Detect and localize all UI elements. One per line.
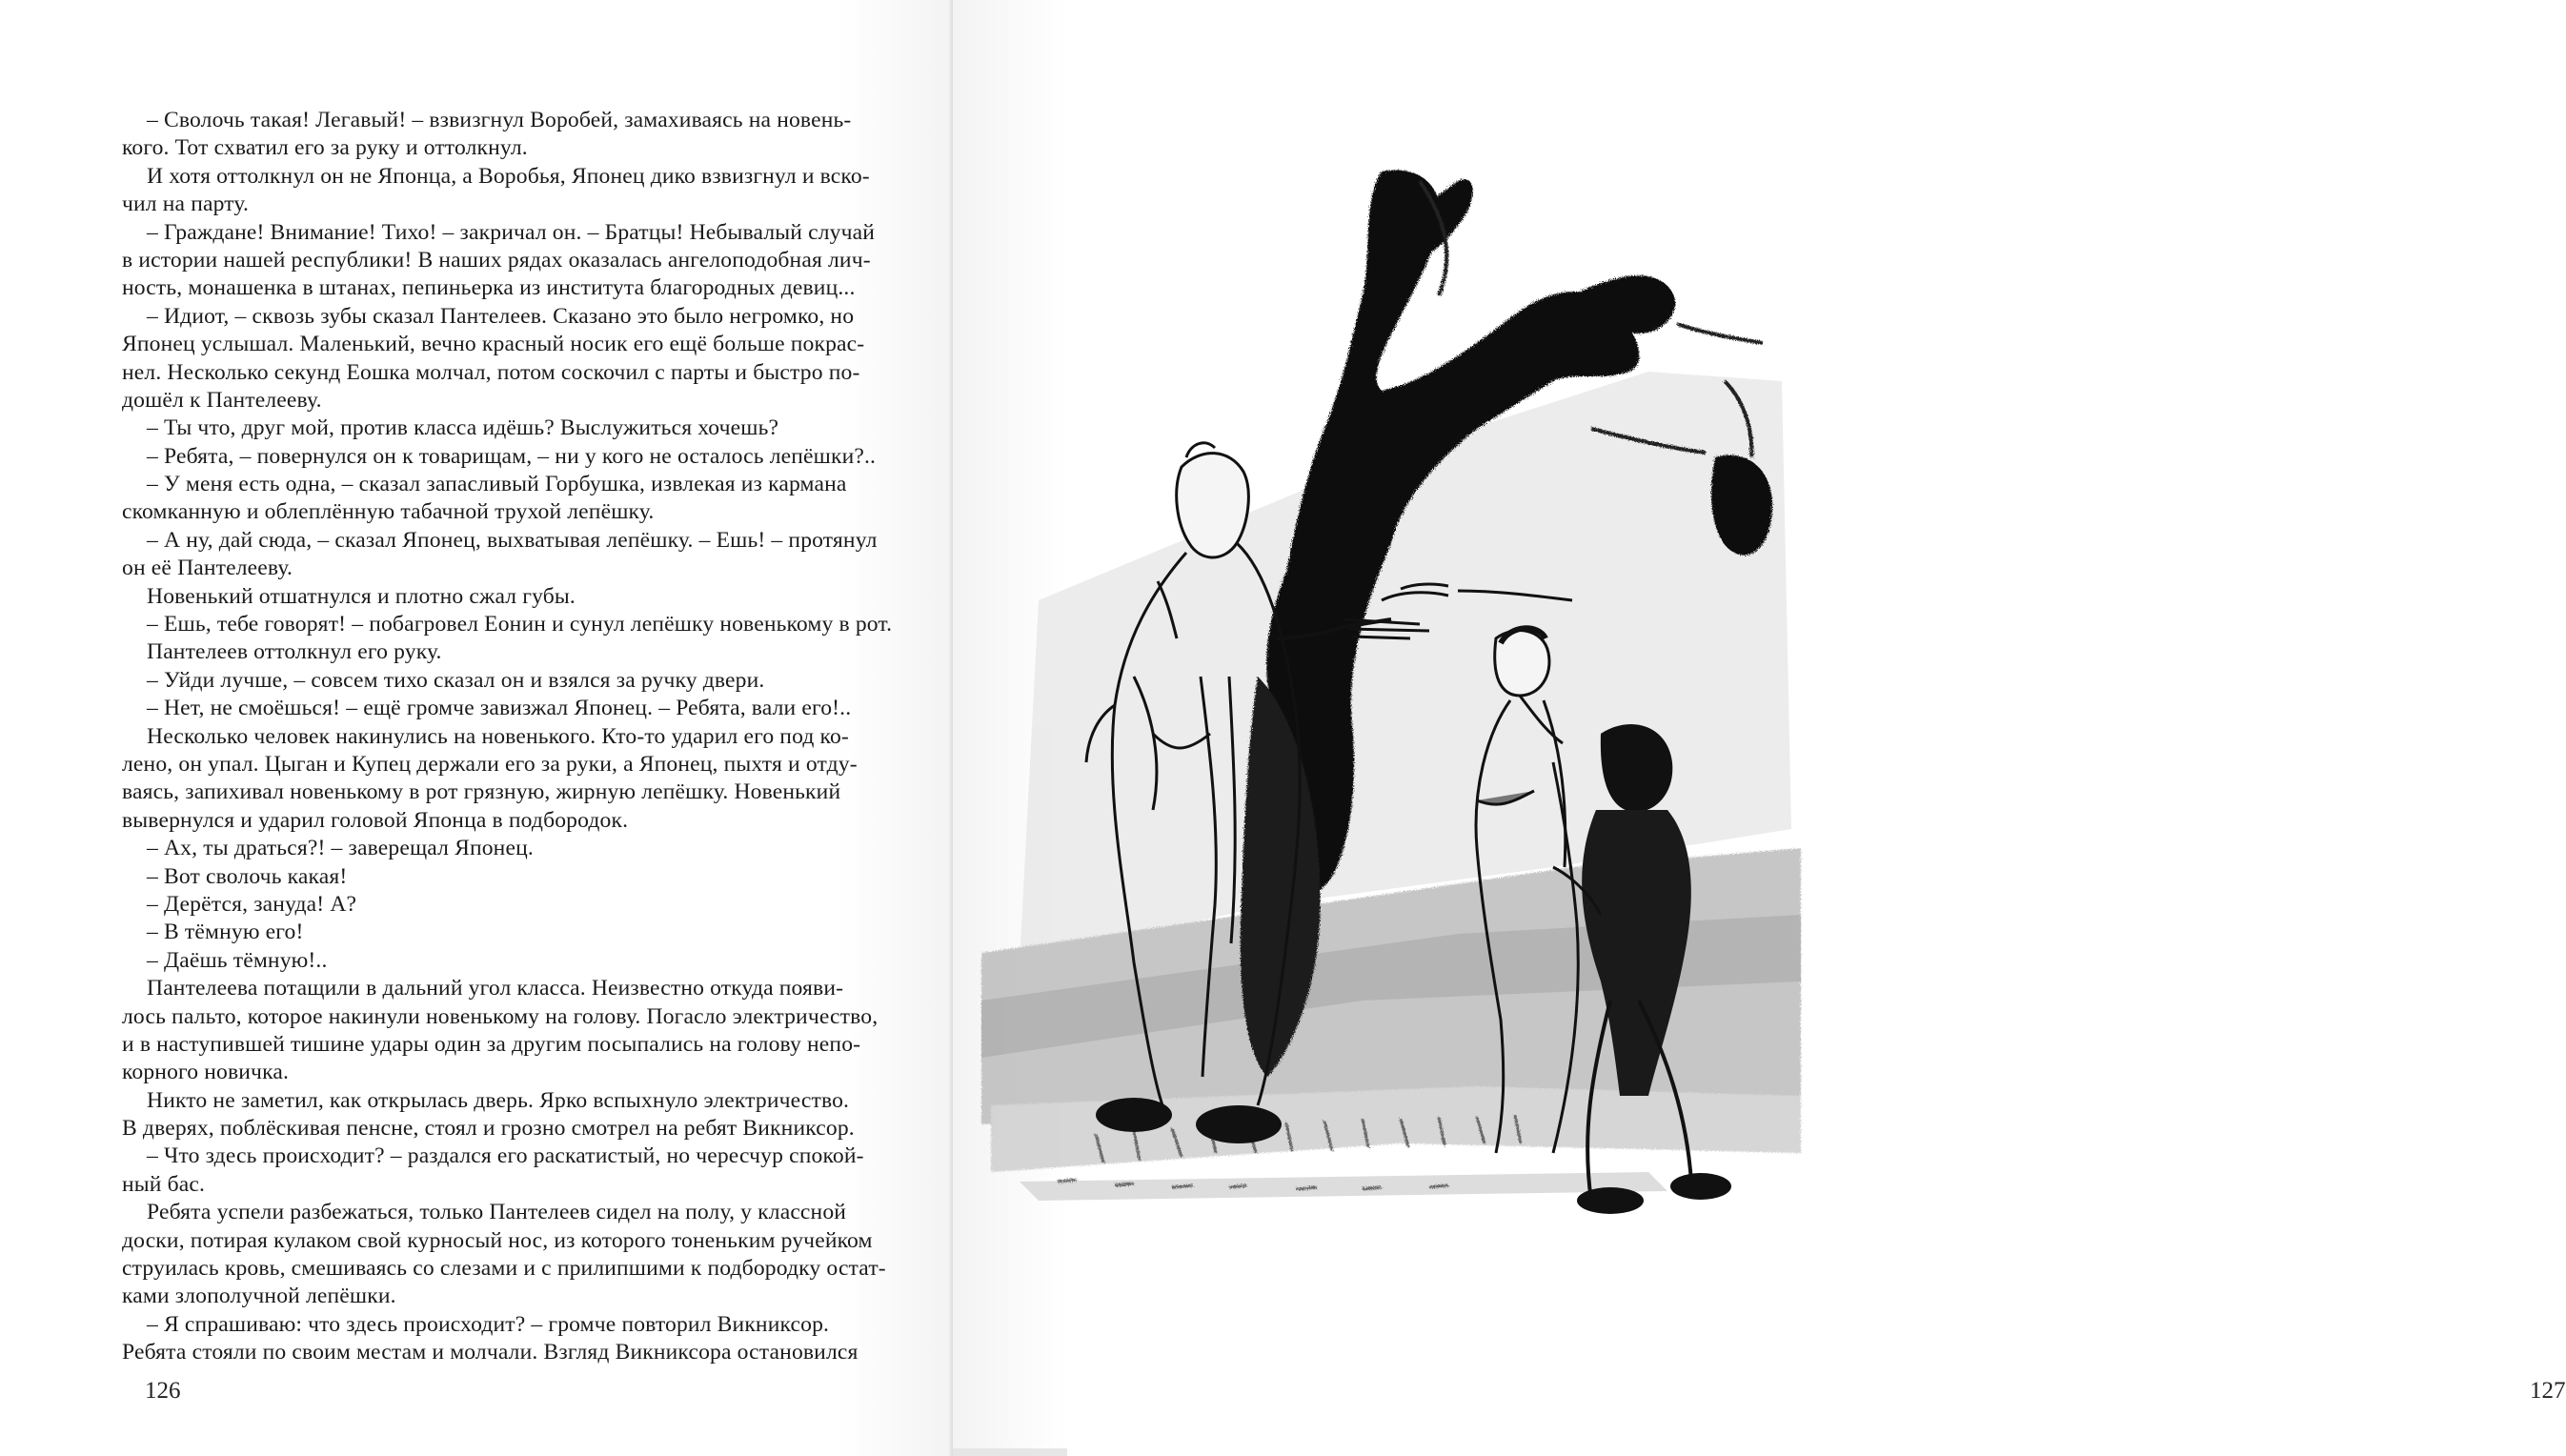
text-line: скомканную и облеплённую табачной трухой лепёшку.	[122, 499, 655, 525]
text-line: вывернулся и ударил головой Японца в подбородок.	[122, 807, 629, 833]
body-text	[122, 107, 899, 1367]
text-line: Японец услышал. Маленький, вечно красный носик его ещё больше покрас-	[122, 332, 865, 357]
text-line: – Нет, не смоёшься! – ещё громче завизжал Японец. – Ребята, вали его!..	[147, 696, 852, 721]
text-line: – А ну, дай сюда, – сказал Японец, выхватывая лепёшку. – Ешь! – протянул	[147, 527, 878, 553]
text-line: – Сволочь такая! Легавый! – взвизгнул Воробей, замахиваясь на новень-	[147, 108, 852, 132]
ink-illustration	[981, 143, 1797, 1334]
text-line: ность, монашенка в штанах, пепиньерка из института благородных девиц...	[122, 275, 856, 301]
text-line: нел. Несколько секунд Еошка молчал, потом соскочил с парты и быстро по-	[122, 359, 860, 385]
text-line: в истории нашей республики! В наших рядах оказалась ангелоподобная лич-	[122, 247, 871, 273]
text-line: Ребята стояли по своим местам и молчали. Взгляд Викниксора остановился	[122, 1340, 859, 1365]
text-line: струилась кровь, смешиваясь со слезами и с прилипшими к подбородку остат-	[122, 1256, 886, 1282]
text-line: – Даёшь тёмную!..	[147, 947, 328, 973]
text-line: – У меня есть одна, – сказал запасливый Горбушка, извлекая из кармана	[147, 472, 847, 497]
text-line: В дверях, поблёскивая пенсне, стоял и грозно смотрел на ребят Викниксор.	[122, 1116, 855, 1142]
text-line: – В тёмную его!	[147, 920, 304, 945]
text-line: – Ешь, тебе говорят! – побагровел Еонин и сунул лепёшку новенькому в рот.	[147, 612, 893, 637]
text-line: ками злополучной лепёшки.	[122, 1284, 396, 1309]
text-line: чил на парту.	[122, 192, 250, 217]
text-line: Никто не заметил, как открылась дверь. Ярко вспыхнуло электричество.	[147, 1087, 850, 1113]
text-line: – Граждане! Внимание! Тихо! – закричал он. – Братцы! Небывалый случай	[147, 219, 876, 245]
text-line: лось пальто, которое накинули новенькому на голову. Погасло электричество,	[122, 1003, 879, 1029]
page-edge-shadow	[953, 1448, 1067, 1456]
text-line: он её Пантелееву.	[122, 556, 293, 581]
text-line: И хотя оттолкнул он не Японца, а Воробья, Японец дико взвизгнул и вско-	[147, 163, 870, 189]
page-number-left: 126	[145, 1378, 181, 1404]
text-line: корного новичка.	[122, 1060, 289, 1085]
text-line: – Уйди лучше, – совсем тихо сказал он и взялся за ручку двери.	[147, 667, 765, 693]
text-line: лено, он упал. Цыган и Купец держали его за руки, а Японец, пыхтя и отду-	[122, 751, 858, 777]
text-line: Новенький отшатнулся и плотно сжал губы.	[147, 583, 576, 609]
text-line: – Я спрашиваю: что здесь происходит? – громче повторил Викниксор.	[147, 1311, 830, 1337]
text-line: – Ах, ты драться?! – заверещал Японец.	[147, 836, 534, 861]
text-line: Пантелеев оттолкнул его руку.	[147, 639, 442, 665]
text-line: – Ребята, – повернулся он к товарищам, – ни у кого не осталось лепёшки?..	[147, 443, 877, 469]
text-line: – Идиот, – сквозь зубы сказал Пантелеев. Сказано это было негромко, но	[147, 303, 855, 329]
text-line: – Дерётся, зануда! А?	[147, 891, 357, 917]
text-line: – Что здесь происходит? – раздался его раскатистый, но чересчур спокой-	[147, 1143, 864, 1169]
left-page	[0, 0, 953, 1456]
text-line: Ребята успели разбежаться, только Пантелеев сидел на полу, у классной	[147, 1200, 847, 1225]
page-number-right: 127	[2530, 1378, 2566, 1404]
text-line: ваясь, запихивал новенькому в рот грязную, жирную лепёшку. Новенький	[122, 779, 841, 805]
text-line: – Вот сволочь какая!	[147, 863, 348, 889]
text-line: дошёл к Пантелееву.	[122, 387, 322, 413]
text-line: ный бас.	[122, 1171, 206, 1197]
text-line: – Ты что, друг мой, против класса идёшь? Выслужиться хочешь?	[147, 415, 779, 441]
text-line: кого. Тот схватил его за руку и оттолкнул.	[122, 135, 528, 161]
text-line: и в наступившей тишине удары один за другим посыпались на голову непо-	[122, 1031, 861, 1057]
text-line: Пантелеева потащили в дальний угол класса. Неизвестно откуда появи-	[147, 976, 844, 1001]
text-line: доски, потирая кулаком свой курносый нос, из которого тоненьким ручейком	[122, 1227, 873, 1253]
text-line: Несколько человек накинулись на новенького. Кто-то ударил его под ко-	[147, 723, 849, 749]
